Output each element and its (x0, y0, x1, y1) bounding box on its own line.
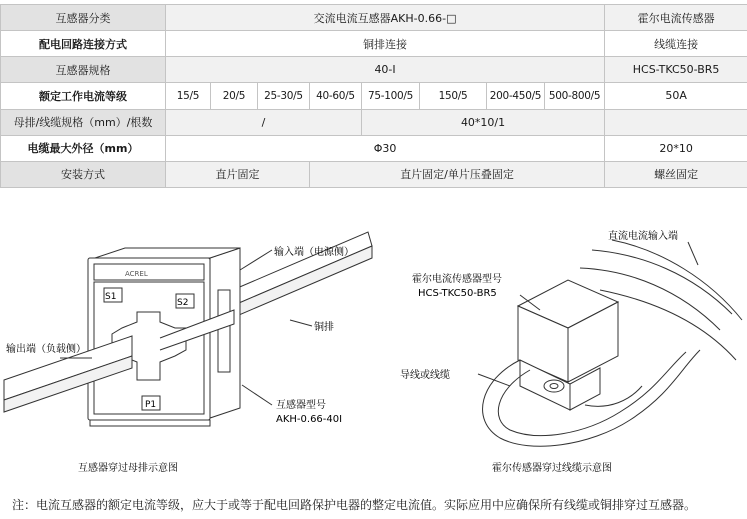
table-cell: 50A (605, 83, 747, 109)
table-cell: 铜排连接 (166, 31, 605, 57)
label-ct-model-value: AKH-0.66-40I (276, 414, 343, 425)
terminal-s2: S2 (177, 298, 189, 308)
table-cell: 40-60/5 (310, 83, 362, 109)
table-row (1, 83, 747, 109)
table-cell: 40-I (166, 57, 605, 83)
table-cell: 20/5 (211, 83, 258, 109)
label-output-end: 输出端（负载侧） (6, 344, 86, 355)
table-cell: 线缆连接 (605, 31, 747, 57)
table-cell: 150/5 (420, 83, 487, 109)
table-cell: HCS-TKC50-BR5 (605, 57, 747, 83)
row-label: 互感器规格 (1, 57, 166, 83)
label-sensor-title: 霍尔电流传感器型号 (412, 274, 502, 285)
table-cell: 40*10/1 (362, 109, 605, 135)
label-input-end: 输入端（电源侧） (274, 247, 354, 258)
right-caption: 霍尔传感器穿过线缆示意图 (492, 463, 612, 474)
table-cell: 200-450/5 (487, 83, 545, 109)
row-label: 配电回路连接方式 (1, 31, 166, 57)
label-wire: 导线或线缆 (400, 370, 450, 381)
table-cell: 20*10 (605, 135, 747, 161)
row-label: 安装方式 (1, 161, 166, 187)
terminal-s1: S1 (105, 292, 117, 302)
ct-busbar-illustration (0, 210, 380, 480)
table-cell: 霍尔电流传感器 (605, 5, 747, 31)
table-row (1, 161, 747, 187)
table-cell: 25-30/5 (258, 83, 310, 109)
row-label: 额定工作电流等级 (1, 83, 166, 109)
spec-table (0, 4, 747, 188)
table-cell: Φ30 (166, 135, 605, 161)
table-cell: 75-100/5 (362, 83, 420, 109)
table-row (1, 57, 747, 83)
hall-sensor-illustration (380, 210, 747, 480)
label-ct-model-title: 互感器型号 (276, 400, 326, 411)
table-cell: 15/5 (166, 83, 211, 109)
table-row (1, 31, 747, 57)
table-cell: 直片固定/单片压叠固定 (310, 161, 605, 187)
terminal-p1: P1 (145, 400, 157, 410)
label-sensor-value: HCS-TKC50-BR5 (418, 288, 497, 299)
row-label: 互感器分类 (1, 5, 166, 31)
table-cell: 直片固定 (166, 161, 310, 187)
svg-text:ACREL: ACREL (125, 270, 148, 278)
footnote: 注：电流互感器的额定电流等级，应大于或等于配电回路保护电器的整定电流值。实际应用中应确保所有线缆或铜排穿过互感器。 (12, 498, 697, 512)
table-cell: 500-800/5 (545, 83, 605, 109)
table-row (1, 5, 747, 31)
row-label: 母排/线缆规格（mm）/根数 (1, 109, 166, 135)
table-row (1, 109, 747, 135)
hall-sensor-cable-diagram (380, 210, 747, 480)
table-cell: / (166, 109, 362, 135)
table-row (1, 135, 747, 161)
left-caption: 互感器穿过母排示意图 (78, 463, 178, 474)
table-cell: 螺丝固定 (605, 161, 747, 187)
table-cell (605, 109, 747, 135)
ct-busbar-diagram (0, 210, 380, 480)
row-label: 电缆最大外径（mm） (1, 135, 166, 161)
table-cell: 交流电流互感器AKH-0.66-□ (166, 5, 605, 31)
busbar-far (228, 232, 372, 306)
label-dc-input: 直流电流输入端 (608, 231, 678, 242)
label-busbar: 铜排 (314, 322, 334, 333)
